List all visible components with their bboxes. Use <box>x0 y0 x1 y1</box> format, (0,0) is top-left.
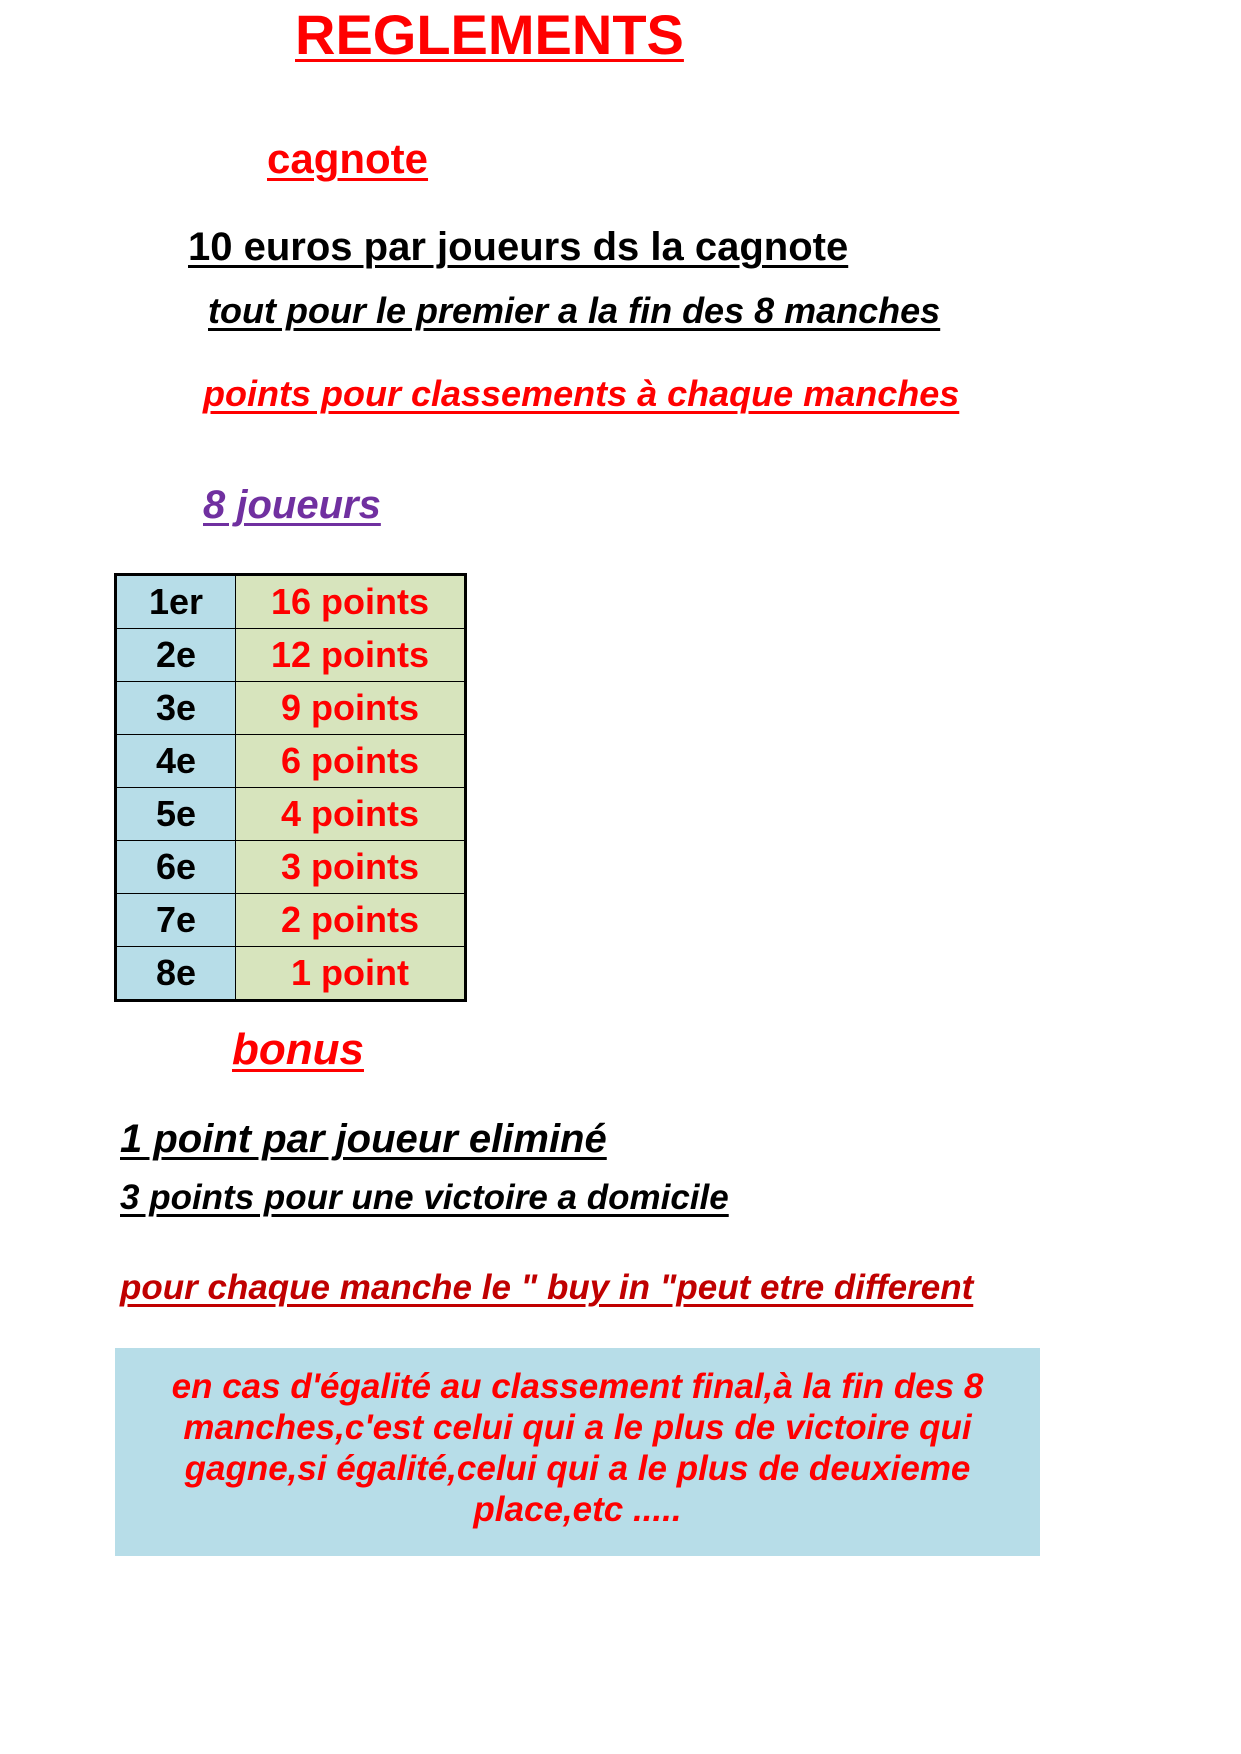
cagnote-amount-text: 10 euros par joueurs ds la cagnote <box>188 225 849 269</box>
table-row <box>116 894 466 947</box>
points-heading: points pour classements à chaque manches <box>203 373 960 414</box>
players-heading: 8 joueurs <box>203 483 381 527</box>
rank-cell: 3e <box>116 682 236 735</box>
points-table <box>114 573 467 1002</box>
points-cell: 6 points <box>236 735 466 788</box>
points-cell: 2 points <box>236 894 466 947</box>
bonus-item-home-win: 3 points pour une victoire a domicile <box>120 1178 729 1217</box>
table-row <box>116 575 466 629</box>
points-cell: 12 points <box>236 629 466 682</box>
bonus-heading: bonus <box>232 1025 364 1074</box>
points-cell: 3 points <box>236 841 466 894</box>
table-row <box>116 788 466 841</box>
points-cell: 9 points <box>236 682 466 735</box>
rank-cell: 6e <box>116 841 236 894</box>
table-row <box>116 841 466 894</box>
cagnote-winner-text: tout pour le premier a la fin des 8 manches <box>208 290 941 331</box>
rank-cell: 8e <box>116 947 236 1001</box>
rank-cell: 7e <box>116 894 236 947</box>
rank-cell: 5e <box>116 788 236 841</box>
points-cell: 1 point <box>236 947 466 1001</box>
table-row <box>116 947 466 1001</box>
rank-cell: 4e <box>116 735 236 788</box>
tiebreak-note-box <box>115 1348 1040 1556</box>
points-cell: 16 points <box>236 575 466 629</box>
buy-in-note: pour chaque manche le " buy in "peut etre different <box>120 1268 974 1307</box>
tiebreak-line: place,etc ..... <box>473 1490 682 1529</box>
rank-cell: 2e <box>116 629 236 682</box>
rank-cell: 1er <box>116 575 236 629</box>
tiebreak-line: manches,c'est celui qui a le plus de victoire qui <box>183 1408 972 1447</box>
table-row <box>116 735 466 788</box>
cagnote-heading: cagnote <box>267 135 429 182</box>
page-title: REGLEMENTS <box>295 3 684 66</box>
tiebreak-line: gagne,si égalité,celui qui a le plus de deuxieme <box>184 1449 971 1488</box>
points-cell: 4 points <box>236 788 466 841</box>
table-row <box>116 682 466 735</box>
table-row <box>116 629 466 682</box>
tiebreak-line: en cas d'égalité au classement final,à la fin des 8 <box>171 1367 984 1406</box>
bonus-item-elimination: 1 point par joueur eliminé <box>120 1117 607 1161</box>
